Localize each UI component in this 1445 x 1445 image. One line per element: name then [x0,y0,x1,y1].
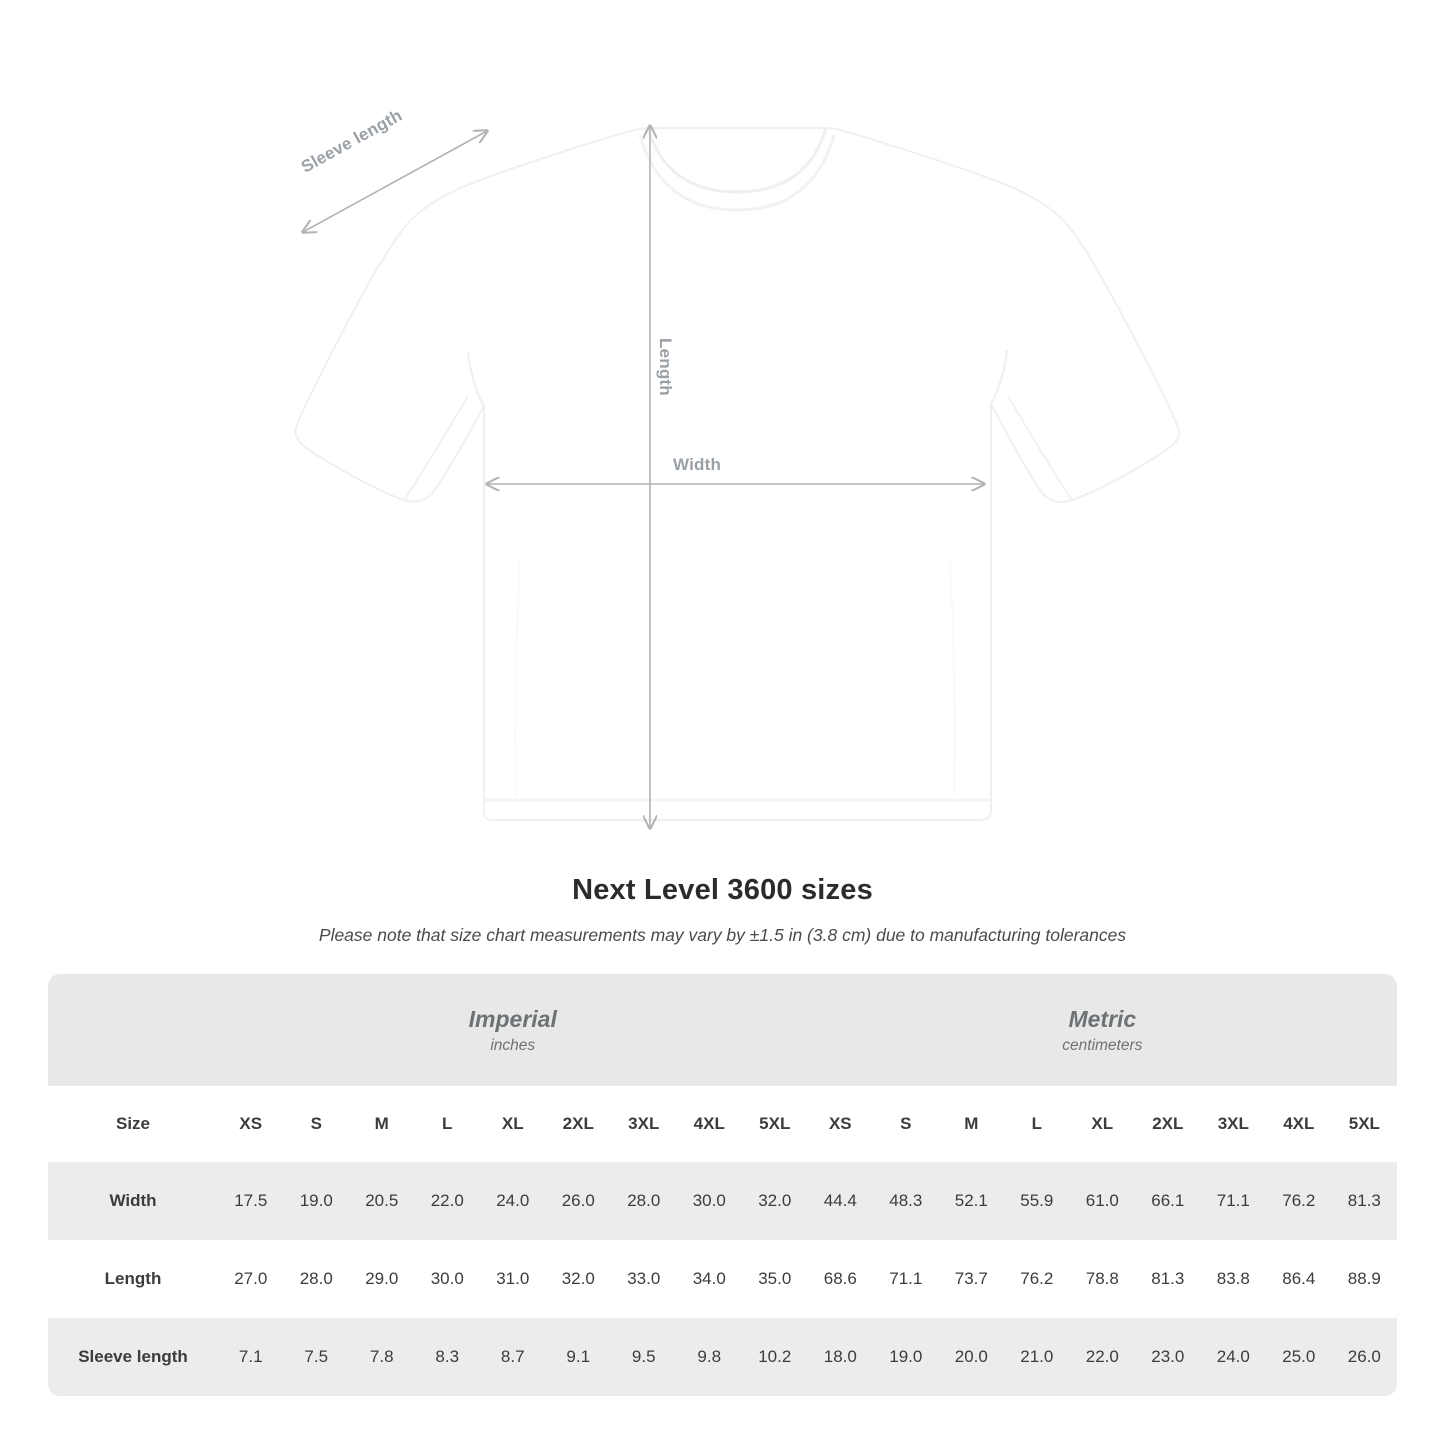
size-cell-metric-l: L [1004,1086,1070,1162]
size-cell-imperial-m: M [349,1086,415,1162]
width-metric-l: 55.9 [1004,1162,1070,1240]
width-imperial-5xl: 32.0 [742,1162,808,1240]
sleeve-metric-4xl: 25.0 [1266,1318,1332,1396]
width-imperial-xs: 17.5 [218,1162,284,1240]
length-metric-s: 71.1 [873,1240,939,1318]
table-row-width [48,1162,1397,1240]
sleeve-imperial-s: 7.5 [284,1318,350,1396]
size-cell-imperial-xs: XS [218,1086,284,1162]
page-title: Next Level 3600 sizes [572,874,873,906]
unit-header-spacer [48,974,218,1086]
width-metric-5xl: 81.3 [1332,1162,1397,1240]
size-cell-imperial-4xl: 4XL [677,1086,743,1162]
length-imperial-xs: 27.0 [218,1240,284,1318]
tolerance-note: Please note that size chart measurements may vary by ±1.5 in (3.8 cm) due to manufacturing tolerances [318,925,1127,945]
length-imperial-l: 30.0 [415,1240,481,1318]
sleeve-metric-l: 21.0 [1004,1318,1070,1396]
length-imperial-m: 29.0 [349,1240,415,1318]
width-imperial-3xl: 28.0 [611,1162,677,1240]
width-metric-xl: 61.0 [1070,1162,1136,1240]
width-label: Width [673,455,722,474]
unit-group-metric [808,974,1397,1086]
row-header-size: Size [48,1086,218,1162]
sleeve-imperial-3xl: 9.5 [611,1318,677,1396]
size-cell-metric-5xl: 5XL [1332,1086,1397,1162]
row-header-length: Length [48,1240,218,1318]
sleeve-length-label: Sleeve length [298,105,406,177]
size-cell-metric-m: M [939,1086,1005,1162]
row-header-width: Width [48,1162,218,1240]
size-header-row [48,1086,1397,1162]
size-cell-metric-2xl: 2XL [1135,1086,1201,1162]
size-cell-imperial-l: L [415,1086,481,1162]
size-cell-metric-xl: XL [1070,1086,1136,1162]
table-row-length [48,1240,1397,1318]
width-imperial-m: 20.5 [349,1162,415,1240]
sleeve-metric-xl: 22.0 [1070,1318,1136,1396]
size-table-container [48,974,1397,1396]
width-imperial-2xl: 26.0 [546,1162,612,1240]
sleeve-metric-xs: 18.0 [808,1318,874,1396]
length-imperial-2xl: 32.0 [546,1240,612,1318]
length-metric-xl: 78.8 [1070,1240,1136,1318]
length-imperial-s: 28.0 [284,1240,350,1318]
tshirt-shape [296,128,1180,820]
size-cell-imperial-s: S [284,1086,350,1162]
sleeve-metric-5xl: 26.0 [1332,1318,1397,1396]
width-metric-3xl: 71.1 [1201,1162,1267,1240]
sleeve-imperial-2xl: 9.1 [546,1318,612,1396]
unit-system-metric: Metric [1068,1005,1137,1032]
size-cell-imperial-2xl: 2XL [546,1086,612,1162]
size-cell-imperial-3xl: 3XL [611,1086,677,1162]
unit-sub-metric: centimeters [1062,1037,1143,1055]
sleeve-imperial-m: 7.8 [349,1318,415,1396]
length-imperial-4xl: 34.0 [677,1240,743,1318]
width-metric-s: 48.3 [873,1162,939,1240]
table-row-sleeve-length [48,1318,1397,1396]
sleeve-metric-m: 20.0 [939,1318,1005,1396]
length-metric-xs: 68.6 [808,1240,874,1318]
unit-header-row [48,974,1397,1086]
width-metric-xs: 44.4 [808,1162,874,1240]
width-imperial-s: 19.0 [284,1162,350,1240]
length-imperial-5xl: 35.0 [742,1240,808,1318]
sleeve-metric-2xl: 23.0 [1135,1318,1201,1396]
size-cell-imperial-5xl: 5XL [742,1086,808,1162]
size-table [48,974,1397,1396]
size-cell-metric-3xl: 3XL [1201,1086,1267,1162]
width-metric-m: 52.1 [939,1162,1005,1240]
sleeve-imperial-5xl: 10.2 [742,1318,808,1396]
unit-group-imperial [218,974,808,1086]
length-label: Length [656,338,675,396]
length-metric-m: 73.7 [939,1240,1005,1318]
sleeve-imperial-l: 8.3 [415,1318,481,1396]
width-imperial-l: 22.0 [415,1162,481,1240]
size-cell-metric-s: S [873,1086,939,1162]
row-header-sleeve-length: Sleeve length [48,1318,218,1396]
sleeve-metric-s: 19.0 [873,1318,939,1396]
width-metric-2xl: 66.1 [1135,1162,1201,1240]
unit-sub-imperial: inches [490,1037,536,1055]
length-metric-l: 76.2 [1004,1240,1070,1318]
size-cell-imperial-xl: XL [480,1086,546,1162]
size-cell-metric-4xl: 4XL [1266,1086,1332,1162]
width-imperial-4xl: 30.0 [677,1162,743,1240]
unit-system-imperial: Imperial [468,1005,557,1032]
sleeve-imperial-xs: 7.1 [218,1318,284,1396]
length-imperial-3xl: 33.0 [611,1240,677,1318]
length-metric-2xl: 81.3 [1135,1240,1201,1318]
width-metric-4xl: 76.2 [1266,1162,1332,1240]
sleeve-imperial-4xl: 9.8 [677,1318,743,1396]
length-metric-3xl: 83.8 [1201,1240,1267,1318]
length-imperial-xl: 31.0 [480,1240,546,1318]
title-block [0,874,1445,946]
sleeve-metric-3xl: 24.0 [1201,1318,1267,1396]
size-cell-metric-xs: XS [808,1086,874,1162]
length-metric-4xl: 86.4 [1266,1240,1332,1318]
sleeve-imperial-xl: 8.7 [480,1318,546,1396]
width-imperial-xl: 24.0 [480,1162,546,1240]
length-metric-5xl: 88.9 [1332,1240,1397,1318]
